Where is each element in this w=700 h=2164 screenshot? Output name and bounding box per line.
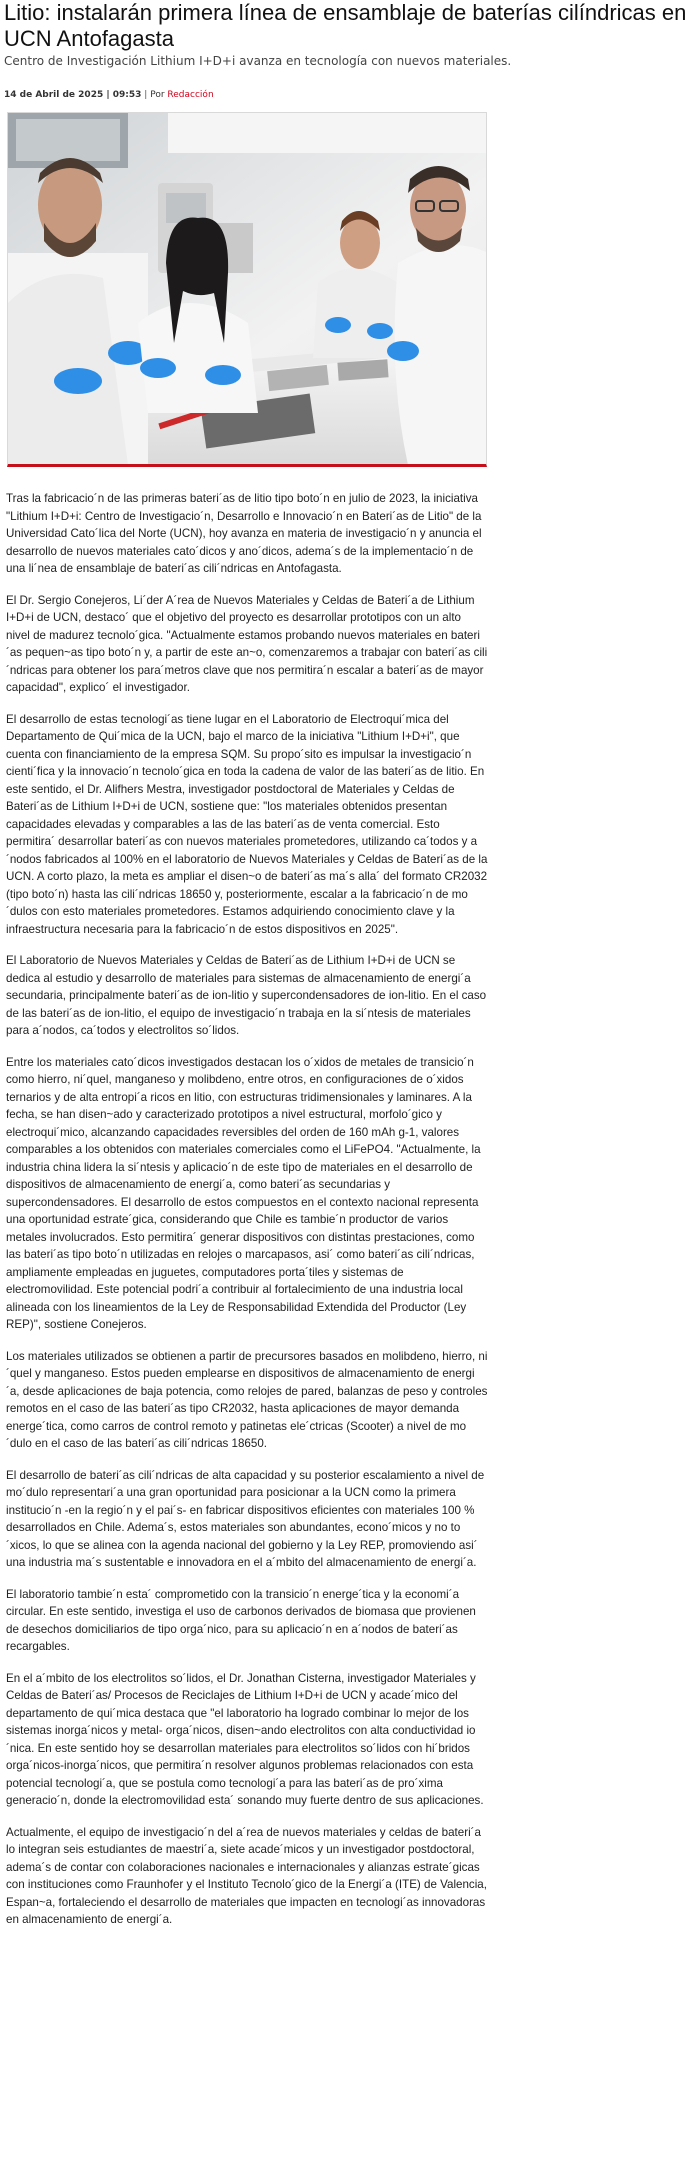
- article-paragraph: El laboratorio tambie´n esta´ comprometido con la transicio´n energe´tica y la economi´a circular. En este sentido, investiga el uso de carbonos derivados de biomasa que provienen de desechos domiciliarios de tipo orga´nico, para su aplicacio´n en a´nodos de bateri´as recargables.: [6, 1587, 476, 1653]
- byline-separator: |: [144, 90, 148, 100]
- article-paragraph: En el a´mbito de los electrolitos so´lidos, el Dr. Jonathan Cisterna, investigador Materiales y Celdas de Bateri´as/ Procesos de Reciclajes de Lithium I+D+i de UCN y acade´mico del departamento de qui´mica destaca que "el laboratorio ha logrado combinar lo mejor de los sistemas inorga´nicos y metal- orga´nicos, disen~ando electrolitos con alta conductividad io´nica. En este sentido hoy se desarrollan materiales para electrolitos so´lidos con hi´bridos orga´nicos-inorga´nicos, que permitira´n resolver algunos problemas relacionados con esta potencial tecnologi´a, que se postula como tecnologi´a para las bateri´as de pro´xima generacio´n, donde la electromovilidad esta´ sonando muy fuerte dentro de sus aplicaciones.: [6, 1671, 484, 1807]
- article-photo: [7, 112, 487, 467]
- article-paragraph: El desarrollo de estas tecnologi´as tiene lugar en el Laboratorio de Electroqui´mica del Departamento de Qui´mica de la UCN, bajo el marco de la iniciativa "Lithium I+D+i", que cuenta con financiamiento de la empresa SQM. Su propo´sito es impulsar la investigacio´n cienti´fica y la innovacio´n tecnolo´gica en toda la cadena de valor de las bateri´as de litio. En este sentido, el Dr. Alifhers Mestra, investigador postdoctoral de Materiales y Celdas de Bateri´as de Lithium I+D+i de UCN, sostiene que: "los materiales obtenidos presentan capacidades elevadas y comparables a las de las bateri´as de venta comercial. Esto permitira´ desarrollar bateri´as con nuevos materiales prometedores, utilizando ca´todos y a´nodos fabricados al 100% en el laboratorio de Nuevos Materiales y Celdas de Bateri´as de la UCN. A corto plazo, la meta es ampliar el disen~o de bateri´as ma´s alla´ del formato CR2032 (tipo boto´n) hasta las cili´ndricas 18650 y, posteriormente, escalar a la fabricacio´n de mo´dulos con esto materiales prometedores. Estamos adquiriendo conocimiento clave y la infraestructura necesaria para la fabricacio´n de estos dispositivos en 2025".: [6, 712, 488, 936]
- article-paragraph: El desarrollo de bateri´as cili´ndricas de alta capacidad y su posterior escalamiento a nivel de mo´dulo representari´a una gran oportunidad para posicionar a la UCN como la primera institucio´n -en la regio´n y el pai´s- en fabricar dispositivos eficientes con materiales 100 % desarrollados en Chile. Adema´s, estos materiales son abundantes, econo´micos y no to´xicos, lo que se alinea con la agenda nacional del gobierno y la Ley REP, promoviendo asi´ una industria ma´s sustentable e innovadora en el a´mbito del almacenamiento de energi´a.: [6, 1468, 485, 1569]
- article-paragraph: El Laboratorio de Nuevos Materiales y Celdas de Bateri´as de Lithium I+D+i de UCN se dedica al estudio y desarrollo de materiales para sistemas de almacenamiento de energi´a secundaria, principalmente bateri´as de ion-litio y supercondensadores de ion-litio. En el caso de las bateri´as de ion-litio, el equipo de investigacio´n trabaja en la si´ntesis de materiales para a´nodos, ca´todos y electrolitos so´lidos.: [6, 954, 487, 1037]
- lab-photo-illustration: [8, 113, 487, 465]
- article-paragraph: Entre los materiales cato´dicos investigados destacan los o´xidos de metales de transicio´n como hierro, ni´quel, manganeso y molibdeno, entre otros, en configuraciones de o´xidos ternarios y de alta entropi´a ricos en litio, con estructuras tridimensionales y laminares. A la fecha, se han disen~ado y caracterizado prototipos a nivel estructural, morfolo´gico y electroqui´mico, alcanzando capacidades reversibles del orden de 160 mAh g-1, valores comparables a los obtenidos con materiales comerciales como el LiFePO4. "Actualmente, la industria china lidera la si´ntesis y aplicacio´n de este tipo de materiales en el desarrollo de dispositivos de almacenamiento de energi´a, como bateri´as secundarias y supercondensadores. El desarrollo de estos compuestos en el contexto nacional representa una oportunidad estrate´gica, considerando que Chile es tambie´n productor de varios metales involucrados. Esto permitira´ generar dispositivos con distintas prestaciones, como las bateri´as tipo boto´n utilizadas en relojes o marcapasos, asi´ como bateri´as cili´ndricas, ampliamente empleadas en juguetes, computadores porta´tiles y sistemas de electromovilidad. Este potencial podri´a contribuir al fortalecimiento de una industria local alineada con los lineamientos de la Ley de Responsabilidad Extendida del Productor (Ley REP)", sostiene Conejeros.: [6, 1055, 481, 1331]
- article-paragraph: Los materiales utilizados se obtienen a partir de precursores basados en molibdeno, hierro, ni´quel y manganeso. Estos pueden emplearse en dispositivos de almacenamiento de energi´a, desde aplicaciones de baja potencia, como relojes de pared, balanzas de peso y controles remotos en el caso de las bateri´as tipo CR2032, hasta aplicaciones de mayor demanda energe´tica, como carros de control remoto y patinetas ele´ctricas (Scooter) a nivel de mo´dulo en el caso de las bateri´as cili´ndricas 18650.: [6, 1349, 488, 1450]
- publish-date: 14 de Abril de 2025 | 09:53: [4, 90, 142, 100]
- article-paragraph: El Dr. Sergio Conejeros, Li´der A´rea de Nuevos Materiales y Celdas de Bateri´a de Lithium I+D+i de UCN, destaco´ que el objetivo del proyecto es desarrollar prototipos con un alto nivel de madurez tecnolo´gica. "Actualmente estamos probando nuevos materiales en bateri´as pequen~as tipo boto´n y, a partir de este an~o, comenzaremos a trabajar con bateri´as cili´ndricas para obtener los para´metros clave que nos permitira´n escalar a bateri´as de mayor capacidad", explico´ el investigador.: [6, 593, 488, 694]
- article-paragraph: Tras la fabricacio´n de las primeras bateri´as de litio tipo boto´n en julio de 2023, la iniciativa "Lithium I+D+i: Centro de Investigacio´n, Desarrollo e Innovacio´n en Bateri´as de Litio" de la Universidad Cato´lica del Norte (UCN), hoy avanza en materia de investigacio´n y anuncia el desarrollo de nuevos materiales cato´dicos y ano´dicos, adema´s de la implementacio´n de una li´nea de ensamblaje de bateri´as cili´ndricas en Antofagasta.: [6, 492, 482, 575]
- article-body: [6, 490, 488, 1943]
- author-link[interactable]: Redacción: [167, 90, 214, 100]
- byline-by-label: Por: [150, 90, 165, 100]
- article-subtitle: Centro de Investigación Lithium I+D+i avanza en tecnología con nuevos materiales.: [4, 54, 512, 68]
- article-paragraph: Actualmente, el equipo de investigacio´n del a´rea de nuevos materiales y celdas de bateri´a lo integran seis estudiantes de maestri´a, siete acade´micos y un investigador postdoctoral, adema´s de contar con colaboraciones nacionales e internacionales y alianzas estrate´gicas con instituciones como Fraunhofer y el Instituto Tecnolo´gico de la Energi´a (ITE) de Valencia, Espan~a, fortaleciendo el desarrollo de materiales que impacten en tecnologi´as innovadoras en almacenamiento de energi´a.: [6, 1825, 487, 1926]
- article-byline: [4, 89, 214, 101]
- article-title: Litio: instalarán primera línea de ensamblaje de baterías cilíndricas en UCN Antofagasta: [4, 0, 687, 51]
